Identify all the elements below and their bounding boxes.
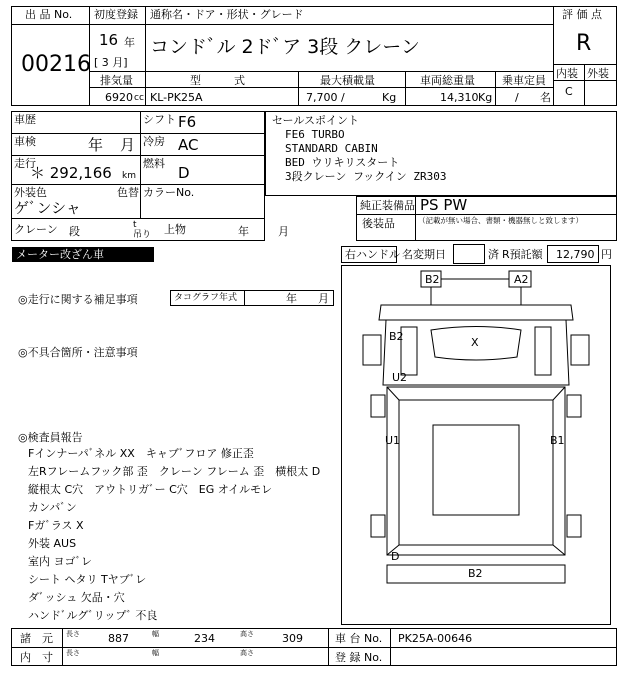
divider — [415, 196, 416, 241]
meter-tampering-badge: メーター改ざん車 — [12, 247, 154, 262]
first-reg-label: 初度登録 — [94, 8, 138, 21]
upper-label: 上物 — [164, 223, 186, 236]
model-value: KL-PK25A — [150, 91, 203, 104]
divider — [140, 184, 141, 218]
grade-label: 評 価 点 — [562, 8, 602, 21]
divider — [11, 218, 265, 219]
mileage-value: ＊ 292,166 — [30, 164, 112, 182]
lot-label: 出 品 No. — [25, 8, 73, 21]
width-value: 234 — [194, 632, 215, 645]
inspector-line: 外装 AUS — [28, 537, 77, 550]
mark-u1: U1 — [385, 434, 401, 447]
inspector-label: ◎検査員報告 — [18, 431, 83, 444]
equipment-label: 純正装備品 — [360, 199, 415, 212]
reg-month: [ 3 月] — [94, 56, 128, 69]
aftermarket-label: 後装品 — [362, 217, 395, 230]
divider — [553, 80, 617, 81]
load-label: 最大積載量 — [320, 74, 375, 87]
mark-b2-rear: B2 — [468, 567, 483, 580]
divider — [356, 214, 617, 215]
height-value: 309 — [282, 632, 303, 645]
displacement-unit: cc — [134, 93, 144, 103]
divider — [553, 6, 554, 106]
gross-value: 14,310 — [440, 91, 479, 104]
aftermarket-note: （記載が無い場合、書類・機器無しと致します） — [418, 216, 583, 225]
fuel-label: 燃料 — [143, 157, 165, 170]
sales-point-line: FE6 TURBO — [285, 128, 345, 141]
tacho-month: 月 — [318, 292, 329, 305]
car-name: コンドﾞル 2ドﾞア 3段 クレーン — [150, 36, 420, 58]
divider — [584, 64, 585, 106]
load-unit: Kg — [382, 91, 397, 104]
height-label: 高さ — [240, 630, 254, 638]
divider — [11, 184, 265, 185]
reg-year: 16 — [99, 31, 119, 49]
equipment-value: PS PW — [420, 196, 468, 214]
crane-stage: 段 — [69, 225, 80, 238]
capacity-value: / — [515, 91, 519, 104]
inspection-label: 車検 — [14, 135, 36, 148]
mark-x-cab: X — [471, 336, 479, 349]
capacity-label: 乗車定員 — [502, 74, 546, 87]
driving-remarks-label: ◎走行に関する補足事項 — [18, 293, 138, 306]
color-value: ゲﾞンシャ — [14, 199, 81, 217]
divider — [140, 111, 141, 184]
width-label: 幅 — [152, 630, 159, 638]
divider — [298, 71, 299, 106]
inspector-line: ハンドﾞルグﾞリップﾞ 不良 — [28, 609, 158, 622]
inspection-month: 月 — [120, 136, 136, 154]
tax-unit: 円 — [601, 248, 612, 261]
in-height-label: 高さ — [240, 649, 254, 657]
upper-year: 年 — [238, 225, 249, 238]
mark-a2-top: A2 — [514, 273, 529, 286]
name-label: 通称名・ドア・形状・グレード — [150, 8, 304, 21]
ac-value: AC — [178, 136, 199, 154]
color-no-label: カラーNo. — [143, 186, 195, 199]
tacho-year: 年 — [286, 292, 297, 305]
divider — [11, 155, 265, 156]
interior-score: C — [565, 85, 573, 98]
gross-unit: Kg — [478, 91, 493, 104]
inspector-line: 縦根太 C穴 アウトリガﾞー C穴 EG オイルモレ — [28, 483, 273, 496]
lot-number: 00216 — [21, 52, 91, 77]
sales-point-line: STANDARD CABIN — [285, 142, 378, 155]
divider — [62, 628, 63, 666]
overall-score: R — [576, 31, 592, 56]
crane-ton: t 吊り — [133, 220, 152, 240]
history-label: 車歴 — [14, 113, 36, 126]
upper-month: 月 — [278, 225, 289, 238]
divider — [390, 628, 391, 666]
divider — [145, 6, 146, 106]
divider — [244, 290, 245, 306]
inspector-line: 左Rフレームフック部 歪 クレーン フレーム 歪 横根太 D — [28, 465, 321, 478]
inspection-year: 年 — [88, 136, 104, 154]
interior-dims-label: 内 寸 — [20, 651, 53, 664]
divider — [11, 133, 265, 134]
divider — [495, 71, 496, 106]
divider — [89, 87, 553, 88]
divider — [11, 24, 553, 25]
mileage-label: 走行 — [14, 157, 36, 170]
sales-points-label: セールスポイント — [272, 114, 360, 127]
mark-b2-cab: B2 — [389, 330, 404, 343]
sales-point-line: BED ウリキリスタート — [285, 156, 400, 169]
name-change-box — [453, 244, 485, 264]
length-value: 887 — [108, 632, 129, 645]
shift-label: シフト — [143, 113, 176, 126]
tax-label: R預託額 — [502, 248, 543, 261]
gross-label: 車両総重量 — [420, 74, 475, 87]
in-length-label: 長さ — [66, 649, 80, 657]
exterior-label: 外装 — [587, 67, 609, 80]
mark-u2: U2 — [392, 371, 408, 384]
chassis-label: 車 台 No. — [335, 632, 383, 645]
rhd-label: 右ハンドル — [345, 248, 400, 261]
dims-label: 諸 元 — [20, 632, 53, 645]
color-label: 外装色 — [14, 186, 47, 199]
chassis-value: PK25A-00646 — [398, 632, 473, 645]
fuel-value: D — [178, 164, 190, 182]
interior-label: 内装 — [556, 67, 578, 80]
inspector-line: ダﾞッシュ 欠品・穴 — [28, 591, 125, 604]
mark-b2-top: B2 — [425, 273, 440, 286]
model-label: 型 式 — [190, 74, 245, 87]
divider — [405, 71, 406, 106]
color-change-label: 色替 — [117, 186, 139, 199]
inspector-line: カンパﾞン — [28, 501, 77, 514]
sales-point-line: 3段クレーン フックイン ZR303 — [285, 170, 447, 183]
reg-no-label: 登 録 No. — [335, 651, 383, 664]
tax-prefix: 済 — [488, 248, 499, 261]
reg-year-unit: 年 — [124, 36, 135, 49]
mark-d-rear: D — [391, 550, 400, 563]
inspector-line: Fインナーパﾞネル XX キャブﾞフロア 修正歪 — [28, 447, 254, 460]
mileage-unit: km — [122, 171, 136, 181]
divider — [553, 64, 617, 65]
in-width-label: 幅 — [152, 649, 159, 657]
length-label: 長さ — [66, 630, 80, 638]
load-value: 7,700 / — [306, 91, 345, 104]
inspector-line: シート ヘタリ Tヤブﾞレ — [28, 573, 147, 586]
divider — [11, 647, 617, 648]
capacity-unit: 名 — [540, 91, 551, 104]
inspector-line: Fガﾞラス X — [28, 519, 84, 532]
vehicle-diagram — [341, 265, 611, 625]
defects-label: ◎不具合箇所・注意事項 — [18, 346, 138, 359]
displacement-label: 排気量 — [100, 74, 133, 87]
inspector-line: 室内 ヨゴﾞレ — [28, 555, 92, 568]
shift-value: F6 — [178, 113, 197, 131]
displacement-value: 6920 — [105, 91, 133, 104]
divider — [328, 628, 329, 666]
divider — [89, 71, 553, 72]
ac-label: 冷房 — [143, 135, 165, 148]
mark-b1: B1 — [550, 434, 565, 447]
crane-label: クレーン — [14, 223, 58, 236]
tacho-label: タコグラフ年式 — [174, 293, 238, 303]
name-change-label: 名変期日 — [402, 248, 446, 261]
tax-value: 12,790 — [556, 248, 595, 261]
